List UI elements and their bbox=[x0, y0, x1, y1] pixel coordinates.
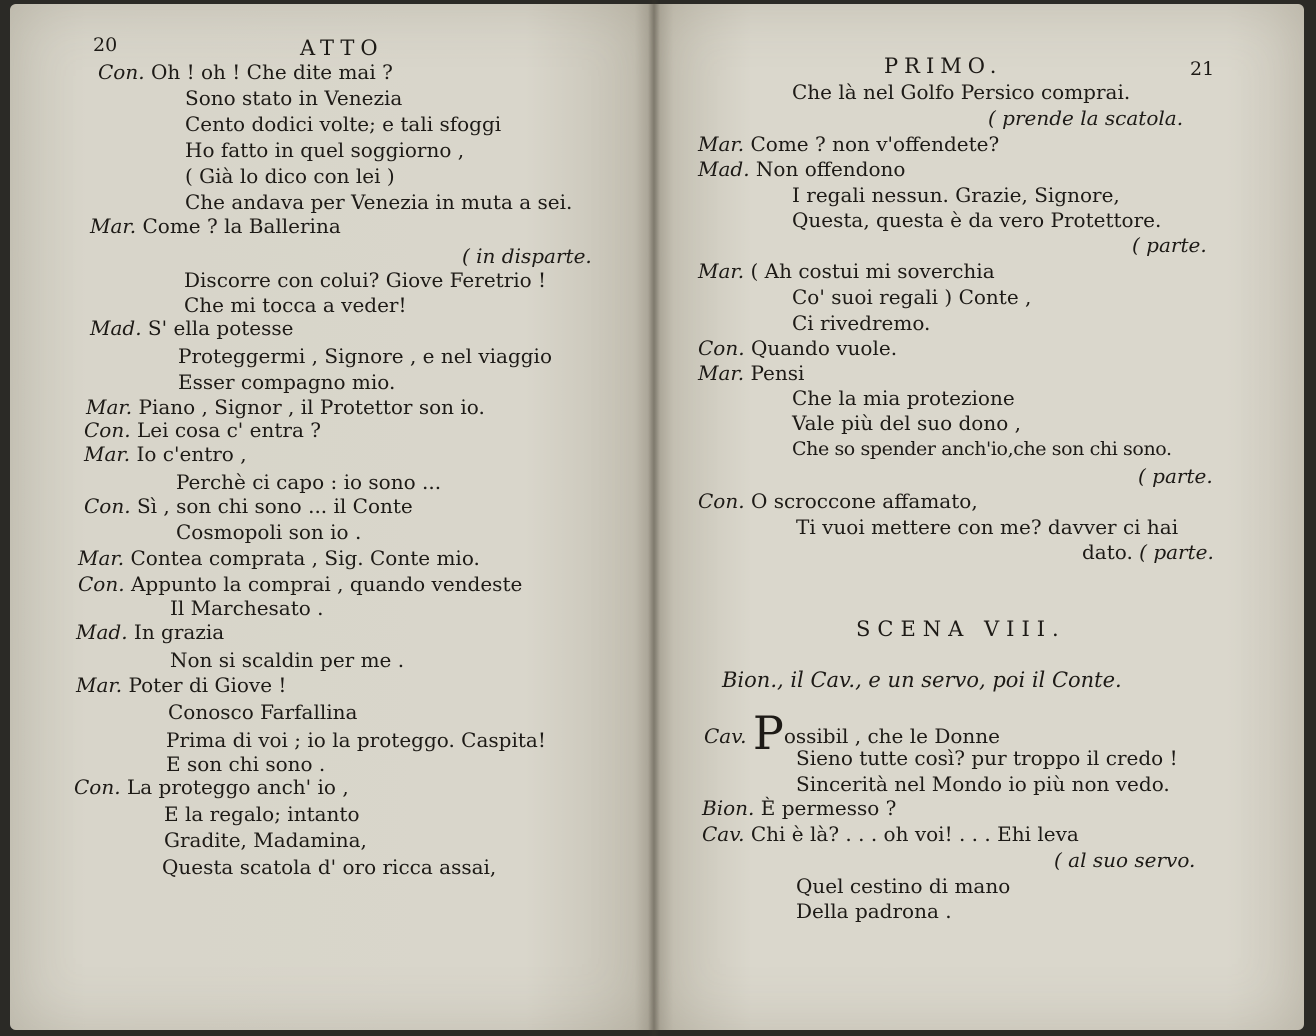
text-line bbox=[76, 620, 224, 644]
speaker-label: Mar. bbox=[78, 546, 125, 570]
text-line: Che mi tocca a veder! bbox=[184, 293, 407, 317]
speaker-label: Mar. bbox=[698, 259, 745, 283]
text-line: Sono stato in Venezia bbox=[185, 86, 403, 110]
text-line: Della padrona . bbox=[796, 899, 952, 923]
stage-direction: ( parte. bbox=[1139, 540, 1214, 564]
text-line: E son chi sono . bbox=[166, 752, 326, 776]
text-line: Gradite, Madamina, bbox=[164, 828, 367, 852]
line-text: Come ? non v'offendete? bbox=[744, 132, 1000, 156]
line-text: Sì , son chi sono ... il Conte bbox=[130, 494, 413, 518]
text-line bbox=[702, 822, 1079, 846]
stage-direction: ( prende la scatola. bbox=[988, 106, 1184, 130]
text-line bbox=[98, 60, 393, 84]
line-text: Pensi bbox=[744, 361, 805, 385]
text-line: Che là nel Golfo Persico comprai. bbox=[792, 80, 1131, 104]
text-line bbox=[704, 706, 1000, 760]
text-line: Questa, questa è da vero Protettore. bbox=[792, 208, 1162, 232]
stage-direction: ( parte. bbox=[1138, 464, 1213, 488]
speaker-label: Cav. bbox=[702, 822, 745, 846]
speaker-label: Con. bbox=[84, 418, 131, 442]
speaker-label: Mar. bbox=[90, 214, 137, 238]
text-line: Perchè ci capo : io sono ... bbox=[176, 470, 442, 494]
text-line bbox=[84, 418, 321, 442]
line-text: O scroccone affamato, bbox=[744, 489, 978, 513]
speaker-label: Mad. bbox=[698, 157, 750, 181]
speaker-label: Mar. bbox=[698, 132, 745, 156]
text-line: Questa scatola d' oro ricca assai, bbox=[162, 855, 497, 879]
line-text: Oh ! oh ! Che dite mai ? bbox=[144, 60, 393, 84]
text-line: Ti vuoi mettere con me? davver ci hai bbox=[796, 515, 1179, 539]
speaker-label: Con. bbox=[74, 775, 121, 799]
running-header-right: PRIMO. bbox=[884, 54, 1003, 78]
text-line: Prima di voi ; io la proteggo. Caspita! bbox=[166, 728, 546, 752]
line-text: ( Ah costui mi soverchia bbox=[744, 259, 995, 283]
line-text: dato. bbox=[1082, 540, 1140, 564]
text-line: Cosmopoli son io . bbox=[176, 520, 362, 544]
text-line: Esser compagno mio. bbox=[178, 370, 396, 394]
text-line: Discorre con colui? Giove Feretrio ! bbox=[184, 268, 547, 292]
text-line bbox=[698, 259, 995, 283]
text-line: E la regalo; intanto bbox=[164, 802, 360, 826]
speaker-label: Mar. bbox=[86, 395, 133, 419]
text-line bbox=[84, 494, 413, 518]
text-line bbox=[84, 442, 247, 466]
text-line: Quel cestino di mano bbox=[796, 874, 1011, 898]
text-line bbox=[698, 361, 804, 385]
text-line: Non si scaldin per me . bbox=[170, 648, 405, 672]
speaker-label: Mar. bbox=[76, 673, 123, 697]
line-text: Come ? la Ballerina bbox=[136, 214, 341, 238]
speaker-label: Mar. bbox=[84, 442, 131, 466]
line-text: S' ella potesse bbox=[141, 316, 294, 340]
running-header-left: ATTO bbox=[300, 36, 384, 60]
speaker-label: Mad. bbox=[76, 620, 128, 644]
stage-direction: ( parte. bbox=[1132, 233, 1207, 257]
line-text: Quando vuole. bbox=[744, 336, 898, 360]
line-text: Poter di Giove ! bbox=[122, 673, 287, 697]
text-line: Che so spender anch'io,che son chi sono. bbox=[792, 438, 1172, 460]
text-line: Sincerità nel Mondo io più non vedo. bbox=[796, 772, 1170, 796]
speaker-label: Con. bbox=[84, 494, 131, 518]
text-line bbox=[90, 214, 341, 238]
line-text: La proteggo anch' io , bbox=[120, 775, 349, 799]
text-line: Che andava per Venezia in muta a sei. bbox=[185, 190, 573, 214]
line-text: Piano , Signor , il Protettor son io. bbox=[132, 395, 485, 419]
speaker-label: Con. bbox=[98, 60, 145, 84]
speaker-label: Mad. bbox=[90, 316, 142, 340]
scene-characters: Bion., il Cav., e un servo, poi il Conte. bbox=[722, 668, 1122, 692]
text-line: Conosco Farfallina bbox=[168, 700, 358, 724]
text-line bbox=[702, 796, 896, 820]
text-line bbox=[698, 336, 897, 360]
text-line bbox=[698, 132, 999, 156]
line-text: Chi è là? . . . oh voi! . . . Ehi leva bbox=[744, 822, 1079, 846]
text-line bbox=[86, 395, 485, 419]
line-text: ossibil , che le Donne bbox=[783, 724, 1000, 748]
text-line: Co' suoi regali ) Conte , bbox=[792, 285, 1032, 309]
speaker-label: Con. bbox=[698, 489, 745, 513]
page-number-right: 21 bbox=[1190, 58, 1215, 80]
speaker-label: Mar. bbox=[698, 361, 745, 385]
stage-direction: ( al suo servo. bbox=[1054, 848, 1196, 872]
speaker-label: Con. bbox=[698, 336, 745, 360]
stage-direction: ( in disparte. bbox=[462, 244, 592, 268]
book-gutter bbox=[648, 0, 660, 1036]
text-line bbox=[90, 316, 293, 340]
text-line: ( Già lo dico con lei ) bbox=[185, 164, 395, 188]
text-line bbox=[698, 489, 978, 513]
line-text: In grazia bbox=[127, 620, 225, 644]
page-number-left: 20 bbox=[93, 34, 118, 56]
text-line bbox=[698, 157, 905, 181]
text-line: Il Marchesato . bbox=[170, 596, 324, 620]
text-line: Proteggermi , Signore , e nel viaggio bbox=[178, 344, 552, 368]
line-text: Contea comprata , Sig. Conte mio. bbox=[124, 546, 480, 570]
drop-cap: P bbox=[752, 706, 784, 760]
text-line: I regali nessun. Grazie, Signore, bbox=[792, 183, 1120, 207]
text-line bbox=[74, 775, 349, 799]
text-line: Ho fatto in quel soggiorno , bbox=[185, 138, 465, 162]
text-line bbox=[78, 546, 480, 570]
line-text: Lei cosa c' entra ? bbox=[130, 418, 321, 442]
text-line: Cento dodici volte; e tali sfoggi bbox=[185, 112, 502, 136]
line-text: Appunto la comprai , quando vendeste bbox=[124, 572, 523, 596]
text-line: Vale più del suo dono , bbox=[792, 411, 1021, 435]
text-line bbox=[76, 673, 286, 697]
speaker-label: Cav. bbox=[704, 724, 747, 748]
scene-title: SCENA VIII. bbox=[856, 617, 1066, 641]
text-line: Sieno tutte così? pur troppo il credo ! bbox=[796, 746, 1178, 770]
line-text: È permesso ? bbox=[754, 796, 897, 820]
text-line: Ci rivedremo. bbox=[792, 311, 931, 335]
text-line: Che la mia protezione bbox=[792, 386, 1015, 410]
line-text: Io c'entro , bbox=[130, 442, 247, 466]
speaker-label: Bion. bbox=[702, 796, 755, 820]
text-line bbox=[78, 572, 522, 596]
line-text: Non offendono bbox=[749, 157, 906, 181]
speaker-label: Con. bbox=[78, 572, 125, 596]
text-line bbox=[1082, 540, 1214, 564]
